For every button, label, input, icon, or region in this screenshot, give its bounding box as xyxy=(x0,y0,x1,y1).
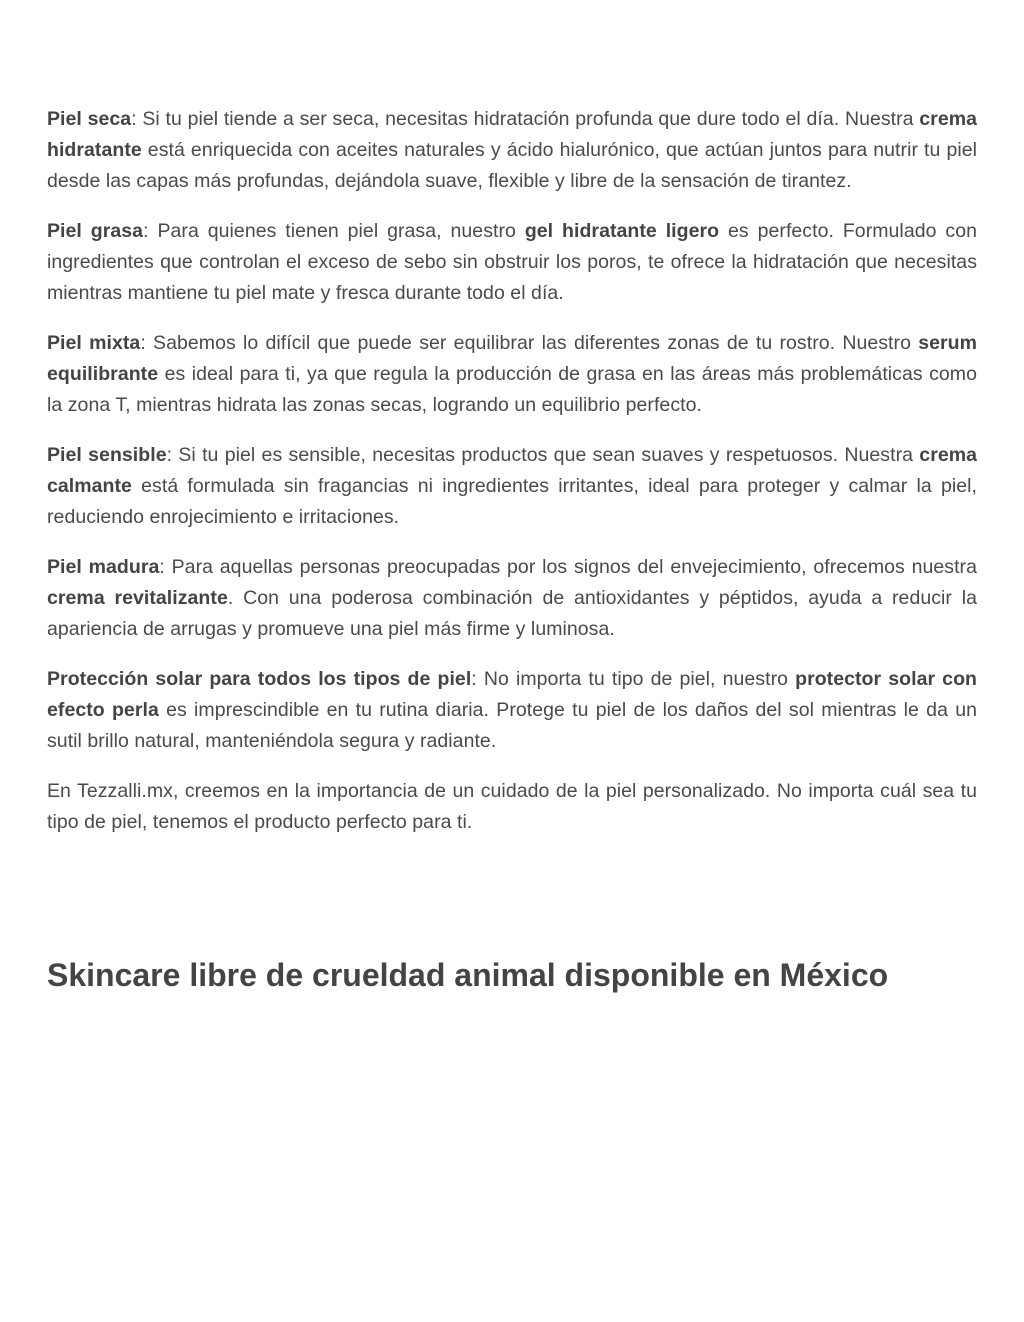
paragraph-text: está formulada sin fragancias ni ingredientes irritantes, ideal para proteger y calmar la piel, reduciendo enrojecimiento e irritaciones. xyxy=(47,475,977,528)
paragraph-text: es ideal para ti, ya que regula la producción de grasa en las áreas más problemáticas como la zona T, mientras hidrata las zonas secas, logrando un equilibrio perfecto. xyxy=(47,363,977,416)
paragraph-piel-grasa xyxy=(47,216,977,309)
paragraph-text: es imprescindible en tu rutina diaria. Protege tu piel de los daños del sol mientras le da un sutil brillo natural, manteniéndola segura y radiante. xyxy=(47,699,978,752)
product-name: crema hidratante xyxy=(47,108,977,161)
paragraph-piel-seca xyxy=(47,104,977,197)
paragraph-piel-madura xyxy=(47,552,977,645)
skin-type-label: Piel seca xyxy=(47,108,132,130)
paragraph-text: . Con una poderosa combinación de antioxidantes y péptidos, ayuda a reducir la apariencia de arrugas y promueve una piel más firme y luminosa. xyxy=(47,587,978,640)
paragraph-text: es perfecto. Formulado con ingredientes que controlan el exceso de sebo sin obstruir los poros, te ofrece la hidratación que necesitas mientras mantiene tu piel mate y fresca durante todo el día. xyxy=(47,220,977,304)
product-name: crema revitalizante xyxy=(47,587,228,609)
skin-type-label: Protección solar para todos los tipos de piel xyxy=(47,668,472,690)
paragraph-text: : Si tu piel tiende a ser seca, necesitas hidratación profunda que dure todo el día. Nuestra xyxy=(131,108,920,130)
section-heading: Skincare libre de crueldad animal disponible en México xyxy=(47,957,889,993)
paragraph-closing: En Tezzalli.mx, creemos en la importancia de un cuidado de la piel personalizado. No importa cuál sea tu tipo de piel, tenemos el producto perfecto para ti. xyxy=(47,780,977,833)
paragraph-piel-sensible xyxy=(47,440,977,533)
product-name: serum equilibrante xyxy=(47,332,977,385)
skin-type-label: Piel sensible xyxy=(47,444,167,466)
paragraph-text: : Para aquellas personas preocupadas por los signos del envejecimiento, ofrecemos nuestra xyxy=(159,556,977,578)
product-name: crema calmante xyxy=(47,444,978,497)
skin-type-label: Piel madura xyxy=(47,556,160,578)
paragraph-piel-mixta xyxy=(47,328,977,421)
article-body xyxy=(47,104,977,857)
paragraph-text: : No importa tu tipo de piel, nuestro xyxy=(471,668,796,690)
skin-type-label: Piel mixta xyxy=(47,332,141,354)
paragraph-text: está enriquecida con aceites naturales y ácido hialurónico, que actúan juntos para nutrir tu piel desde las capas más profundas, dejándola suave, flexible y libre de la sensación de tirantez. xyxy=(47,139,977,192)
paragraph-text: : Sabemos lo difícil que puede ser equilibrar las diferentes zonas de tu rostro. Nuestro xyxy=(140,332,919,354)
paragraph-text: : Para quienes tienen piel grasa, nuestro xyxy=(143,220,525,242)
skin-type-label: Piel grasa xyxy=(47,220,144,242)
paragraph-proteccion-solar xyxy=(47,664,977,757)
product-name: protector solar con efecto perla xyxy=(47,668,978,721)
paragraph-text: : Si tu piel es sensible, necesitas productos que sean suaves y respetuosos. Nuestra xyxy=(166,444,920,466)
product-name: gel hidratante ligero xyxy=(524,220,720,242)
